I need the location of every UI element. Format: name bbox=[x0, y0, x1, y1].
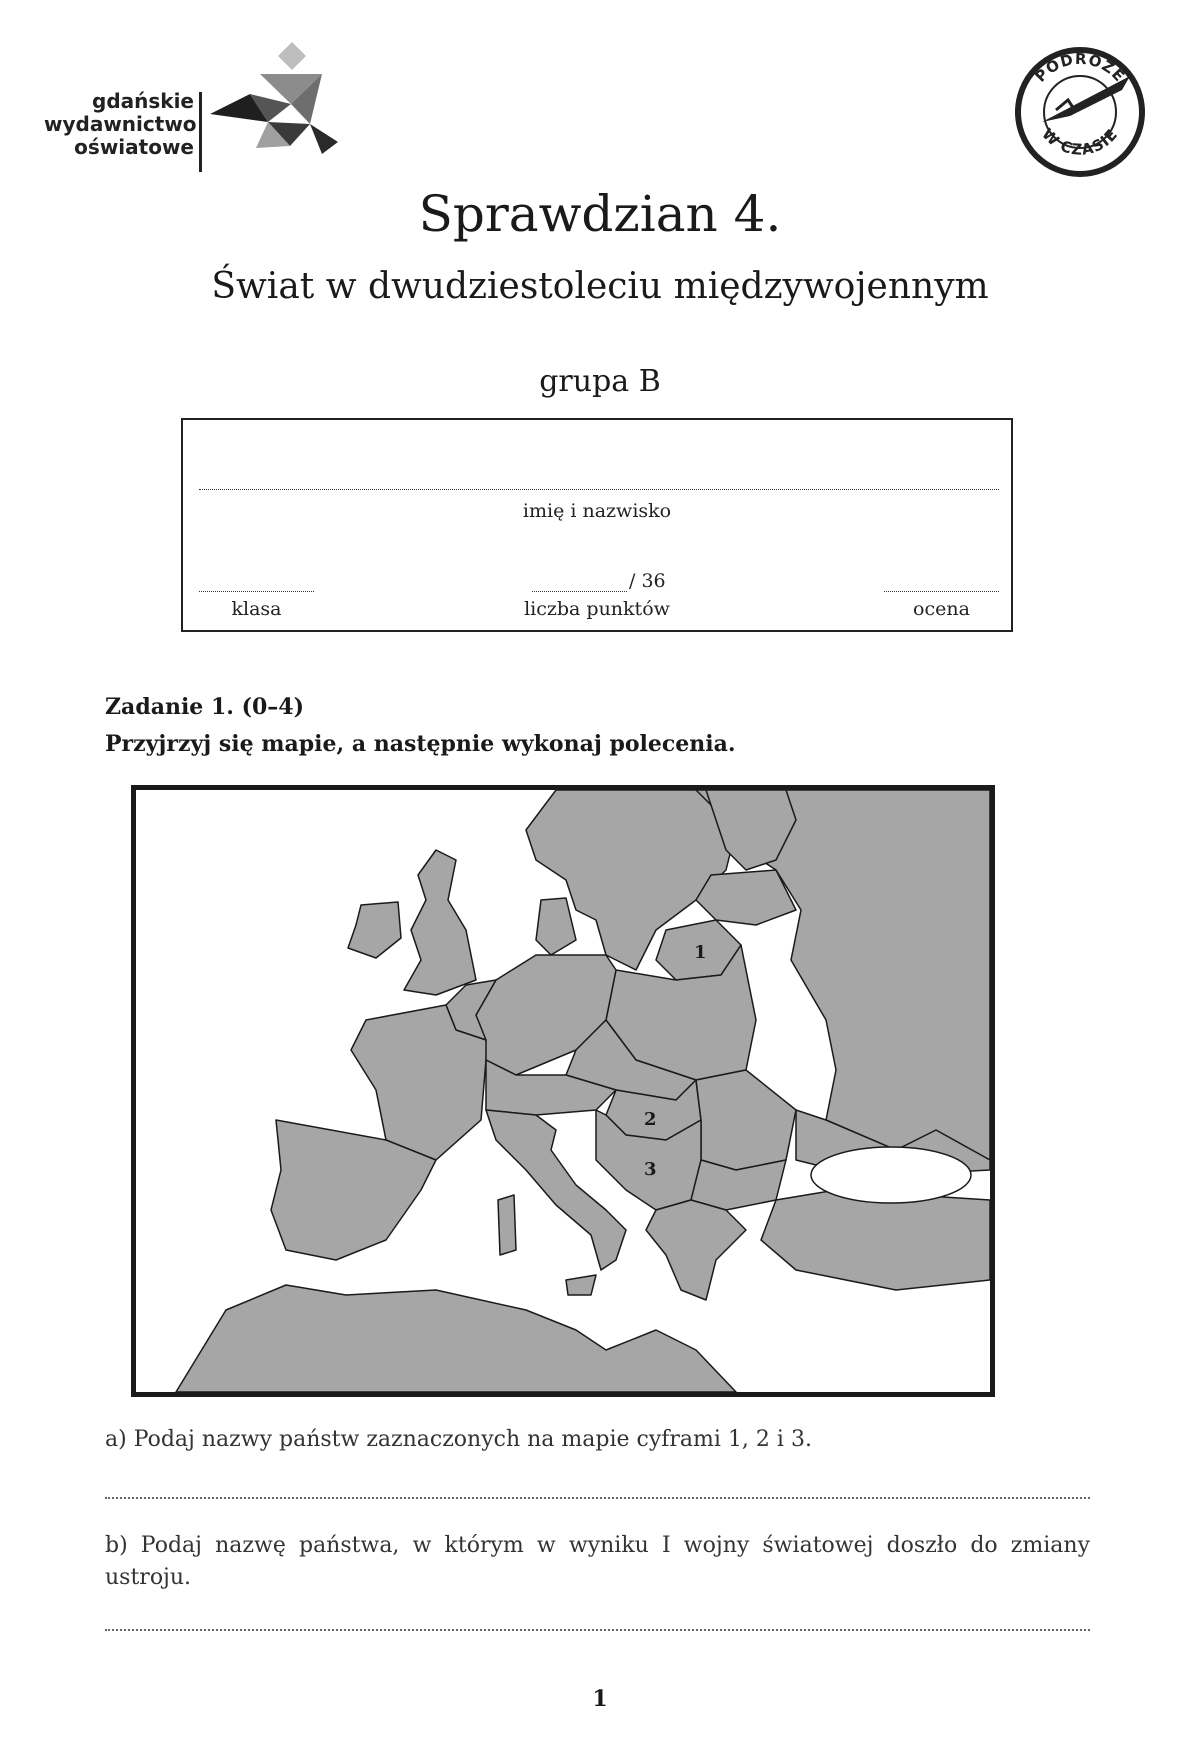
publisher-logo-mark bbox=[210, 42, 340, 157]
stamp-bottom-text: W CZASIE bbox=[1038, 124, 1122, 159]
name-label: imię i nazwisko bbox=[522, 500, 672, 522]
map-region-denmark bbox=[536, 898, 576, 955]
svg-text:PODRÓŻE bbox=[1031, 50, 1128, 86]
map-region-turkey bbox=[761, 1190, 990, 1290]
points-field[interactable] bbox=[532, 591, 627, 592]
task-title: Zadanie 1. (0–4) bbox=[105, 694, 305, 720]
map-region-romania bbox=[696, 1070, 796, 1170]
europe-map-svg bbox=[136, 790, 990, 1392]
map-label-2: 2 bbox=[644, 1109, 657, 1130]
class-label: klasa bbox=[231, 598, 282, 620]
grade-field[interactable] bbox=[884, 591, 999, 592]
page-title: Sprawdzian 4. bbox=[418, 185, 782, 243]
points-label: liczba punktów bbox=[524, 598, 670, 620]
page-number: 1 bbox=[592, 1686, 608, 1712]
group-label: grupa B bbox=[539, 364, 661, 399]
grade-label: ocena bbox=[913, 598, 970, 620]
map-region-sicily bbox=[566, 1275, 596, 1295]
question-b: b) Podaj nazwę państwa, w którym w wyniku I wojny światowej doszło do zmiany ustroju. bbox=[105, 1533, 1090, 1590]
answer-line-b[interactable] bbox=[105, 1629, 1090, 1631]
publisher-line-1: gdańskie bbox=[92, 89, 194, 113]
stamp-top-text: PODRÓŻE bbox=[1031, 49, 1129, 86]
publisher-line-2: wydawnictwo bbox=[44, 112, 197, 136]
question-a: a) Podaj nazwy państw zaznaczonych na mapie cyframi 1, 2 i 3. bbox=[105, 1427, 812, 1452]
map-region-sardinia bbox=[498, 1195, 516, 1255]
svg-text:W CZASIE bbox=[1038, 125, 1121, 159]
map-region-britain bbox=[404, 850, 476, 995]
europe-map bbox=[131, 785, 995, 1397]
map-black-sea bbox=[811, 1147, 971, 1203]
series-stamp bbox=[1010, 40, 1150, 180]
map-region-greece bbox=[646, 1200, 746, 1300]
map-region-north-africa bbox=[176, 1285, 736, 1392]
map-region-ireland bbox=[348, 902, 401, 958]
page-subtitle: Świat w dwudziestoleciu międzywojennym bbox=[211, 266, 989, 307]
publisher-logo-text bbox=[44, 89, 197, 159]
task-instruction: Przyjrzyj się mapie, a następnie wykonaj polecenia. bbox=[105, 731, 736, 757]
class-field[interactable] bbox=[199, 591, 314, 592]
student-info-box bbox=[181, 418, 1013, 632]
answer-line-a[interactable] bbox=[105, 1497, 1090, 1499]
publisher-line-3: oświatowe bbox=[74, 135, 194, 159]
map-label-1: 1 bbox=[694, 942, 707, 963]
logo-divider bbox=[199, 92, 202, 172]
name-field[interactable] bbox=[199, 489, 999, 490]
map-label-3: 3 bbox=[644, 1159, 657, 1180]
points-max: / 36 bbox=[629, 570, 666, 592]
